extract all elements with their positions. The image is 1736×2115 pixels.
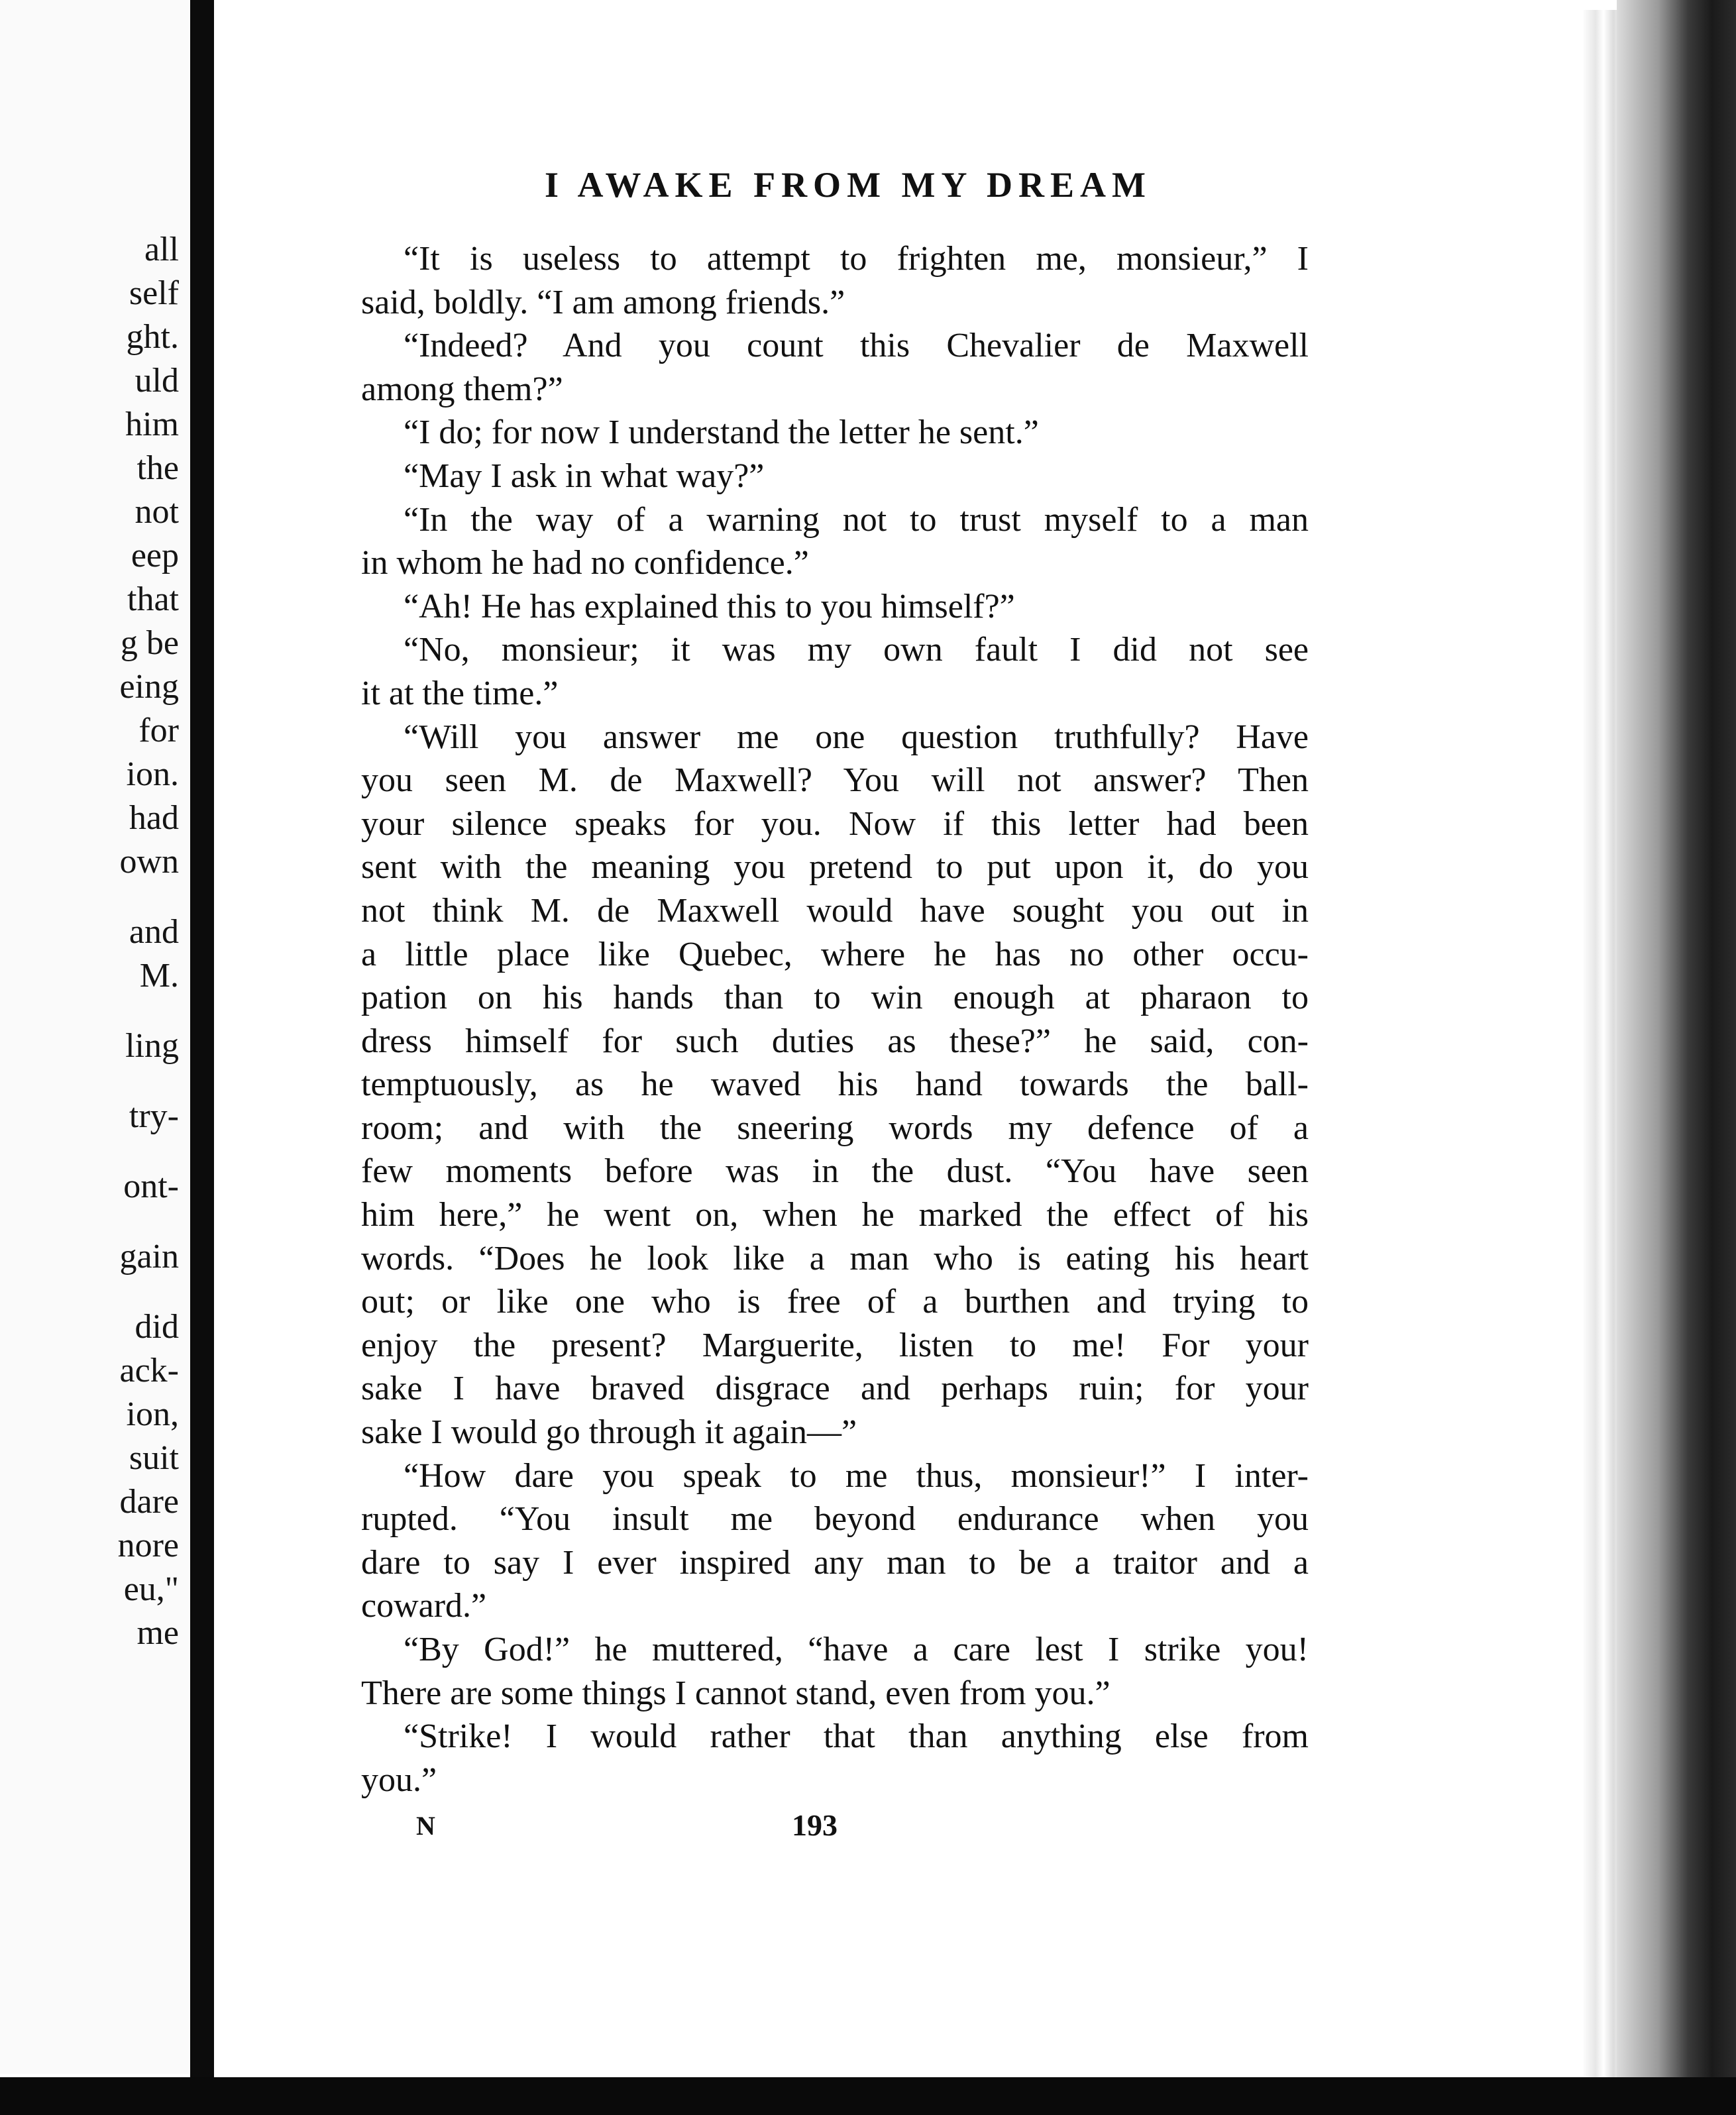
previous-page-fragment: and [129,913,179,951]
previous-page-fragment: eing [119,668,179,706]
text-line: not think M. de Maxwell would have sought you out in [361,891,1309,930]
previous-page-fragment [0,1138,179,1165]
previous-page-fragment [0,1279,179,1305]
text-line: “By God!” he muttered, “have a care lest I strike you! [404,1631,1309,1668]
text-line: room; and with the sneering words my defence of a [361,1109,1309,1147]
previous-page-fragment: nore [117,1527,179,1564]
signature-mark: N [416,1811,435,1841]
bottom-shadow [0,2077,1736,2115]
previous-page-fragment [0,1209,179,1235]
text-line: “It is useless to attempt to frighten me, monsieur,” I [404,240,1309,278]
text-line: your silence speaks for you. Now if this letter had been [361,804,1309,843]
text-line: “I do; for now I understand the letter he sent.” [404,413,1039,452]
text-line: rupted. “You insult me beyond endurance when you [361,1500,1309,1539]
previous-page-fragment: ion. [126,755,179,793]
text-line: few moments before was in the dust. “You have seen [361,1152,1309,1191]
previous-page-fragment [0,1068,179,1095]
body-text [361,237,1309,1802]
text-line: “Ah! He has explained this to you himself?” [404,587,1015,625]
book-fore-edge [1617,0,1736,2115]
previous-page-fragment: ling [125,1027,179,1065]
running-head: I AWAKE FROM MY DREAM [545,165,1152,205]
previous-page-fragment: ght. [126,318,179,356]
previous-page-fragment: all [144,231,179,268]
previous-page-fragment: dare [119,1483,179,1521]
text-line: it at the time.” [361,674,559,712]
previous-page-fragment: ont- [123,1167,179,1205]
text-line: “May I ask in what way?” [404,457,765,495]
text-line: “Strike! I would rather that than anything else from [404,1717,1309,1756]
text-line: words. “Does he look like a man who is eating his heart [361,1239,1309,1277]
text-line: sake I would go through it again—” [361,1413,857,1452]
text-line: sake I have braved disgrace and perhaps ruin; for your [361,1370,1309,1408]
previous-page-fragment: not [135,493,179,531]
text-line: enjoy the present? Marguerite, listen to me! For your [361,1326,1309,1364]
previous-page-fragment: me [136,1614,179,1652]
previous-page-fragment [0,998,179,1024]
previous-page [0,0,189,2074]
text-line: “How dare you speak to me thus, monsieur!” I inter- [404,1456,1309,1495]
text-line: you.” [361,1761,437,1799]
previous-page-fragment: g be [120,624,179,662]
text-line: sent with the meaning you pretend to put upon it, do you [361,848,1309,887]
previous-page-fragment: for [138,712,179,749]
text-line: coward.” [361,1587,487,1625]
text-line: a little place like Quebec, where he has no other occu- [361,935,1309,973]
previous-page-fragment: try- [129,1097,179,1135]
text-line: out; or like one who is free of a burthen and trying to [361,1283,1309,1321]
previous-page-fragment [0,884,179,910]
previous-page-fragment: eu," [123,1570,179,1608]
text-line: “Indeed? And you count this Chevalier de Maxwell [404,327,1309,365]
previous-page-fragment: eep [131,537,179,574]
text-line: dress himself for such duties as these?” he said, con- [361,1022,1309,1060]
text-line: “In the way of a warning not to trust myself to a man [404,500,1309,539]
text-line: said, boldly. “I am among friends.” [361,283,845,321]
previous-page-fragment: M. [139,957,179,995]
text-line: dare to say I ever inspired any man to be a traitor and a [361,1543,1309,1582]
text-line: “Will you answer me one question truthfully? Have [404,718,1309,756]
previous-page-fragment: gain [119,1238,179,1275]
previous-page-fragment: ack- [119,1352,179,1389]
previous-page-fragment: suit [129,1439,179,1477]
page-number: 193 [792,1808,838,1842]
previous-page-fragment: that [127,580,179,618]
previous-page-fragment: him [125,406,179,443]
previous-page-fragment: ion, [126,1395,179,1433]
text-line: you seen M. de Maxwell? You will not answer? Then [361,761,1309,800]
text-line: in whom he had no confidence.” [361,544,809,582]
previous-page-text [0,228,179,1655]
text-line: him here,” he went on, when he marked the effect of his [361,1196,1309,1234]
text-line: among them?” [361,370,563,408]
previous-page-fragment: self [129,274,179,312]
text-line: temptuously, as he waved his hand towards the ball- [361,1065,1309,1104]
previous-page-fragment: did [135,1308,179,1346]
text-line: “No, monsieur; it was my own fault I did not see [404,631,1309,669]
previous-page-fragment: uld [135,362,179,400]
previous-page-fragment: the [136,449,179,487]
text-line: pation on his hands than to win enough at pharaon to [361,979,1309,1017]
previous-page-fragment: had [129,799,179,837]
gutter [190,0,214,2115]
text-line: There are some things I cannot stand, even from you.” [361,1674,1111,1712]
previous-page-fragment: own [119,843,179,881]
